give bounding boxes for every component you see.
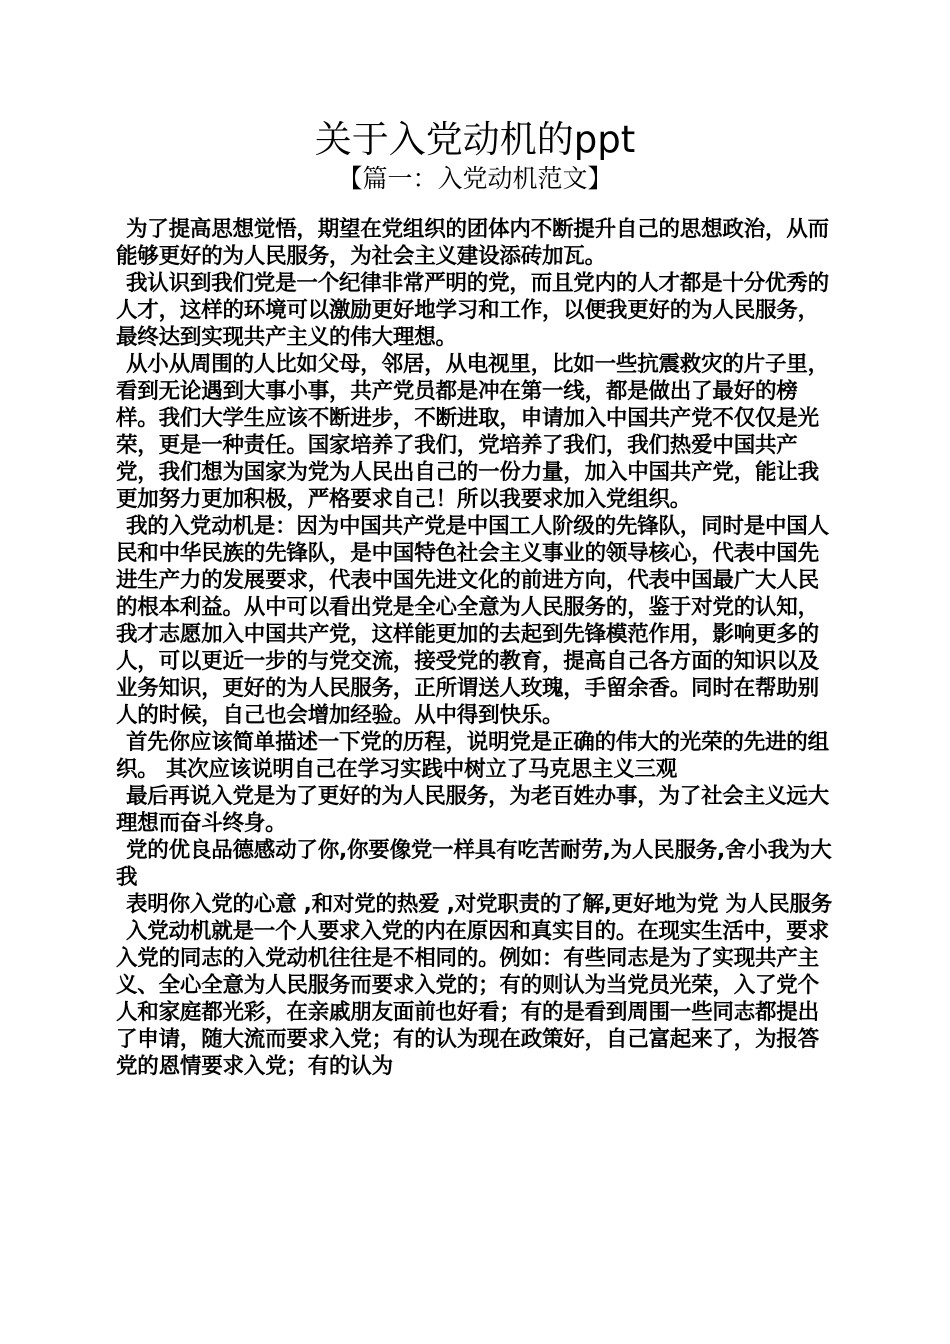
paragraph-1: 为了提高思想觉悟，期望在党组织的团体内不断提升自己的思想政治，从而能够更好的为人民服务，为社会主义建设添砖加瓦。 [116,217,829,269]
paragraph-2: 我认识到我们党是一个纪律非常严明的党，而且党内的人才都是十分优秀的人才，这样的环境可以激励更好地学习和工作，以便我更好的为人民服务，最终达到实现共产主义的伟大理想。 [116,271,829,350]
document-title: 关于入党动机的ppt [314,118,636,161]
paragraph-5: 首先你应该简单描述一下党的历程，说明党是正确的伟大的光荣的先进的组织。 其次应该说明自己在学习实践中树立了马克思主义三观 [116,730,829,782]
paragraph-7: 党的优良品德感动了你,你要像党一样具有吃苦耐劳,为人民服务,舍小我为大我 [116,838,832,890]
document-subtitle: 【篇一：入党动机范文】 [337,164,613,193]
paragraph-6: 最后再说入党是为了更好的为人民服务，为老百姓办事，为了社会主义远大理想而奋斗终身。 [116,784,829,836]
paragraph-8: 表明你入党的心意 ,和对党的热爱 ,对党职责的了解,更好地为党 为人民服务 [126,892,833,917]
paragraph-9: 入党动机就是一个人要求入党的内在原因和真实目的。在现实生活中，要求入党的同志的入党动机往往是不相同的。例如：有些同志是为了实现共产主义、全心全意为人民服务而要求入党的；有的则认为当党员光荣，入了党个人和家庭都光彩，在亲戚朋友面前也好看；有的是看到周围一些同志都提出了申请，随大流而要求入党；有的认为现在政策好，自己富起来了，为报答党的恩情要求入党；有的认为 [116,919,829,1079]
paragraph-3: 从小从周围的人比如父母，邻居，从电视里，比如一些抗震救灾的片子里，看到无论遇到大事小事，共产党员都是冲在第一线，都是做出了最好的榜样。我们大学生应该不断进步，不断进取，申请加入中国共产党不仅仅是光荣，更是一种责任。国家培养了我们，党培养了我们，我们热爱中国共产党，我们想为国家为党为人民出自己的一份力量，加入中国共产党，能让我更加努力更加积极，严格要求自己！所以我要求加入党组织。 [116,352,829,512]
paragraph-4: 我的入党动机是：因为中国共产党是中国工人阶级的先锋队，同时是中国人民和中华民族的先锋队，是中国特色社会主义事业的领导核心，代表中国先进生产力的发展要求，代表中国先进文化的前进方向，代表中国最广大人民的根本利益。从中可以看出党是全心全意为人民服务的，鉴于对党的认知，我才志愿加入中国共产党，这样能更加的去起到先锋模范作用，影响更多的人，可以更近一步的与党交流，接受党的教育，提高自己各方面的知识以及业务知识，更好的为人民服务，正所谓送人玫瑰，手留余香。同时在帮助别人的时候，自己也会增加经验。从中得到快乐。 [116,514,829,728]
document-body [116,216,840,1080]
